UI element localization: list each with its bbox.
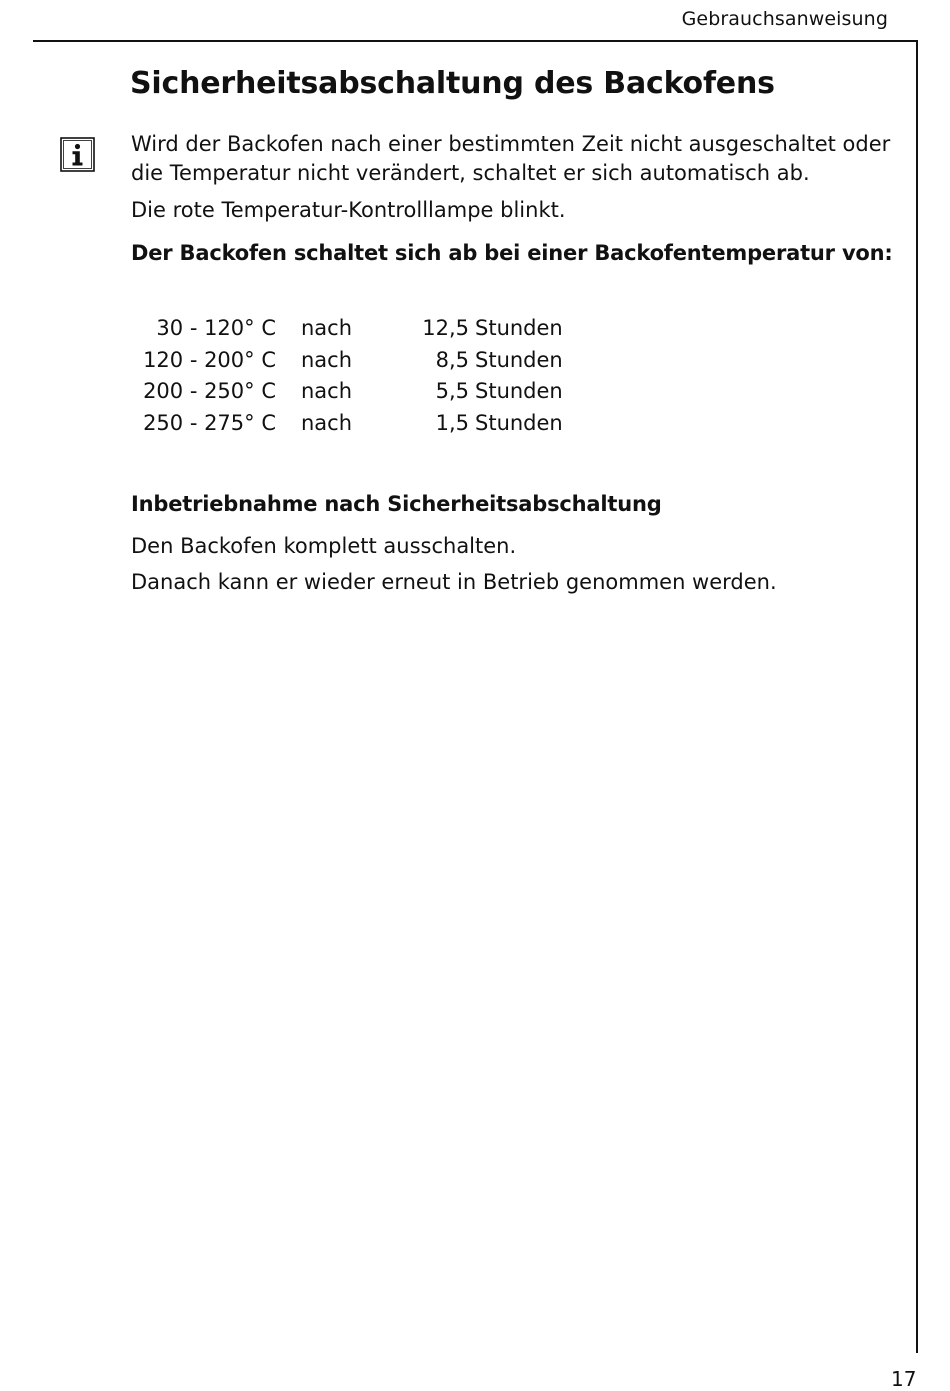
table-row: [131, 376, 563, 408]
hours-value: 12,5: [422, 316, 469, 340]
page-number: 17: [891, 1367, 917, 1391]
lamp-note: Die rote Temperatur-Kontrolllampe blinkt.: [131, 198, 566, 222]
hours-unit: Stunden: [475, 316, 563, 340]
running-header: Gebrauchsanweisung: [681, 8, 888, 30]
temperature-range: 120 - 200° C: [143, 347, 276, 372]
info-icon: [60, 137, 95, 172]
after-label: nach: [301, 347, 353, 372]
intro-paragraph: [131, 130, 891, 188]
table-row: [131, 313, 563, 345]
table-intro: Der Backofen schaltet sich ab bei einer Backofentemperatur von:: [131, 241, 893, 265]
table-row: [131, 408, 563, 440]
page-title: Sicherheitsabschaltung des Backofens: [130, 66, 775, 101]
hours-value: 1,5: [435, 410, 469, 435]
table-row: [131, 345, 563, 377]
right-margin-rule: [916, 40, 918, 1353]
hours-unit: Stunden: [475, 347, 563, 372]
intro-line-2: die Temperatur nicht verändert, schaltet er sich automatisch ab.: [131, 161, 810, 185]
restart-step-2: Danach kann er wieder erneut in Betrieb genommen werden.: [131, 570, 777, 594]
temperature-range: 250 - 275° C: [143, 410, 276, 435]
hours-value: 5,5: [435, 379, 469, 403]
after-label: nach: [301, 410, 353, 435]
shutdown-table: [131, 313, 563, 439]
hours-unit: Stunden: [475, 410, 563, 435]
temperature-range: 30 - 120° C: [156, 316, 276, 340]
hours-unit: Stunden: [475, 379, 563, 403]
temperature-range: 200 - 250° C: [143, 379, 276, 403]
hours-value: 8,5: [435, 347, 469, 372]
restart-heading: Inbetriebnahme nach Sicherheitsabschaltung: [131, 492, 662, 516]
intro-line-1: Wird der Backofen nach einer bestimmten Zeit nicht ausgeschaltet oder: [131, 132, 891, 156]
after-label: nach: [301, 316, 353, 340]
restart-step-1: Den Backofen komplett ausschalten.: [131, 534, 517, 558]
header-divider: [33, 40, 918, 42]
after-label: nach: [301, 379, 353, 403]
